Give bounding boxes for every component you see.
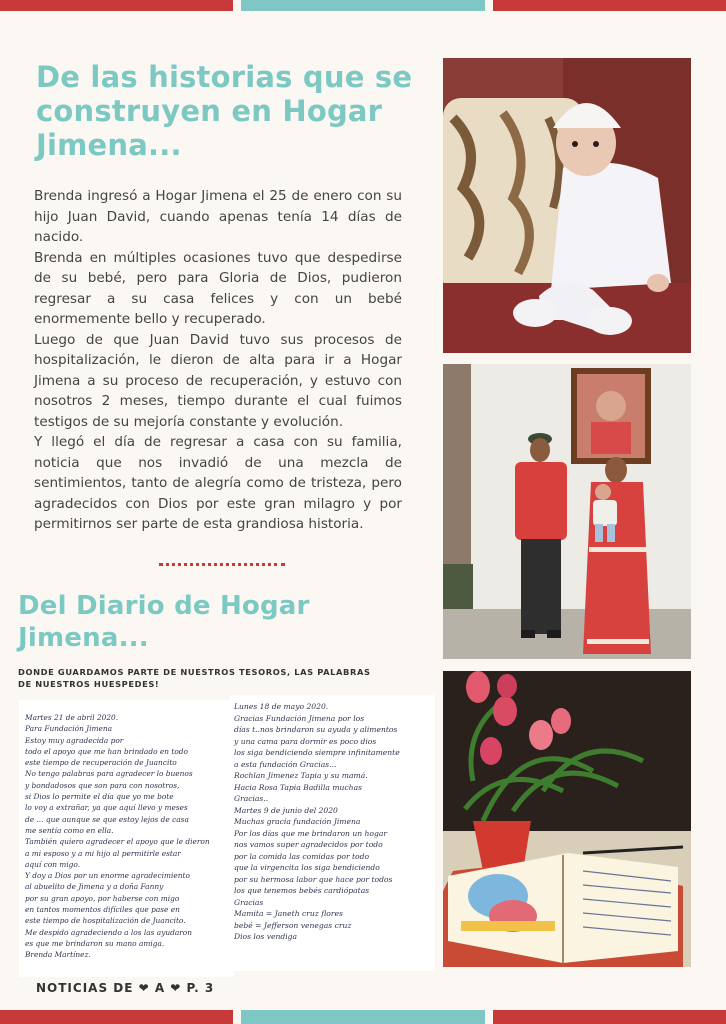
diary-title [18, 590, 398, 654]
handwritten-line: de ... que aunque se que estoy lejos de casa [25, 814, 189, 824]
handwritten-line: Brenda Martínez. [25, 950, 91, 960]
diary-subtitle-line2: DE NUESTROS HUESPEDES! [18, 679, 160, 689]
story-title-line2: construyen en Hogar [36, 94, 383, 128]
handwritten-line: nos vamos super agradecidos por todo [234, 840, 383, 849]
photo-family [443, 364, 691, 659]
handwritten-line: lo voy a extrañar, ya que aquí llevo y meses [25, 803, 188, 813]
handwritten-line: días t..nos brindaron su ayuda y alimentos [234, 725, 398, 734]
handwritten-line: los que tenemos bebés cardiópatas [234, 886, 370, 895]
handwritten-line: por su hermosa labor que hace por todos [234, 874, 393, 884]
handwritten-line: por su gran apoyo, por haberse con migo [25, 893, 180, 903]
story-title [36, 60, 416, 162]
diary-title-line2: Jimena... [18, 623, 149, 653]
handwritten-line: Me despido agradeciendo a los las ayudaron [25, 927, 193, 937]
story-body [34, 186, 402, 535]
handwritten-line: que la virgencita los siga bendiciendo [234, 863, 380, 872]
handwritten-line: me sentía como en ella. [25, 825, 114, 835]
handwritten-line: Por los días que me brindaron un hogar [234, 828, 388, 838]
handwritten-line: Dios los vendiga [234, 932, 298, 941]
page-footer: NOTICIAS DE ❤ A ❤ P. 3 [36, 981, 215, 995]
top-band-center [241, 0, 485, 11]
handwritten-line: y bondadosos que son para con nosotros, [25, 780, 180, 790]
handwritten-line: es que me brindaron su mano amiga. [25, 938, 165, 948]
top-band-left [0, 0, 233, 11]
handwritten-line: Muchas gracia fundación Jimena [234, 817, 361, 826]
handwritten-line: Martes 21 de abril 2020. [25, 713, 119, 722]
handwritten-line: Y doy a Dios por un enorme agradecimiento [25, 871, 190, 881]
diary-subtitle [18, 666, 438, 690]
story-title-line3: Jimena... [36, 128, 182, 162]
dotted-divider [159, 563, 285, 566]
handwritten-line: Para Fundación Jimena [25, 724, 113, 734]
story-paragraph: Y llegó el día de regresar a casa con su familia, noticia que nos invadió de una mezcla de sentimientos, tanto de alegría como de tristeza, pero agradecidos con Dios por este gran milagro y por permitirnos ser parte de esta grandiosa historia. [34, 434, 402, 532]
story-paragraph: Luego de que Juan David tuvo sus procesos de hospitalización, le dieron de alta para ir a Hogar Jimena a su proceso de recuperación, y estuvo con nosotros 2 meses, tiempo durante el cual fuimos testigos de su mejoría constante y evolución. [34, 331, 402, 430]
top-band-right [493, 0, 726, 11]
photo-baby [443, 58, 691, 353]
handwritten-note-right [230, 695, 435, 971]
handwritten-line: en tantos momentos difíciles que pase en [25, 905, 180, 915]
handwritten-line: bebé = Jefferson venegas cruz [234, 920, 352, 930]
handwritten-line: También quiero agradecer el apoyo que le dieron [25, 837, 210, 847]
handwritten-line: por la comida las comidas por todo [234, 851, 370, 861]
bottom-band-center [241, 1010, 485, 1024]
handwritten-line: si Dios lo permite el día que yo me bote [25, 792, 174, 802]
handwritten-line: No tengo palabras para agradecer lo buenos [25, 769, 193, 779]
story-title-line1: De las historias que se [36, 60, 413, 94]
handwritten-line: Lunes 18 de mayo 2020. [234, 702, 329, 711]
handwritten-note-left [19, 700, 234, 977]
handwritten-line: a esta fundación Gracias... [234, 759, 337, 769]
handwritten-line: todo el apoyo que me han brindado en todo [25, 746, 188, 756]
diary-subtitle-line1: DONDE GUARDAMOS PARTE DE NUESTROS TESOROS, LAS PALABRAS [18, 667, 371, 677]
handwritten-line: Estoy muy agradecida por [25, 735, 124, 745]
bottom-band-left [0, 1010, 233, 1024]
handwritten-line: Mamita = Janeth cruz flores [234, 909, 343, 918]
handwritten-line: los siga bendiciendo siempre infinitamente [234, 748, 400, 757]
story-paragraph: Brenda ingresó a Hogar Jimena el 25 de enero con su hijo Juan David, cuando apenas tenía 14 días de nacido. [34, 188, 402, 245]
bottom-band-right [493, 1010, 726, 1024]
handwritten-line: Hacia Rosa Tapia Badilla muchas [234, 782, 362, 792]
handwritten-line: Rochlan Jimenez Tapia y su mamá. [234, 771, 368, 780]
handwritten-line: al abuelito de Jimena y a doña Fanny [25, 882, 164, 892]
handwritten-line: Gracias Fundación Jimena por los [234, 713, 365, 723]
handwritten-line: a mi esposo y a mi hijo al permitirle estar [25, 848, 181, 858]
handwritten-line: Martes 9 de junio del 2020 [234, 805, 338, 815]
handwritten-line: este tiempo de recuperación de Juancito [25, 758, 177, 768]
handwritten-line: y una cama para dormir es poco dios [234, 736, 377, 746]
handwritten-line: Gracias.. [234, 794, 269, 803]
diary-title-line1: Del Diario de Hogar [18, 591, 310, 621]
handwritten-line: este tiempo de hospitalización de Juancito. [25, 916, 186, 926]
photo-flowers-journal [443, 671, 691, 967]
story-paragraph: Brenda en múltiples ocasiones tuvo que despedirse de su bebé, pero para Gloria de Dios, pudieron regresar a su casa felices y con un bebé enormemente bello y recuperado. [34, 249, 402, 327]
handwritten-line: aquí con migo. [25, 859, 81, 869]
handwritten-line: Gracias [234, 897, 264, 907]
